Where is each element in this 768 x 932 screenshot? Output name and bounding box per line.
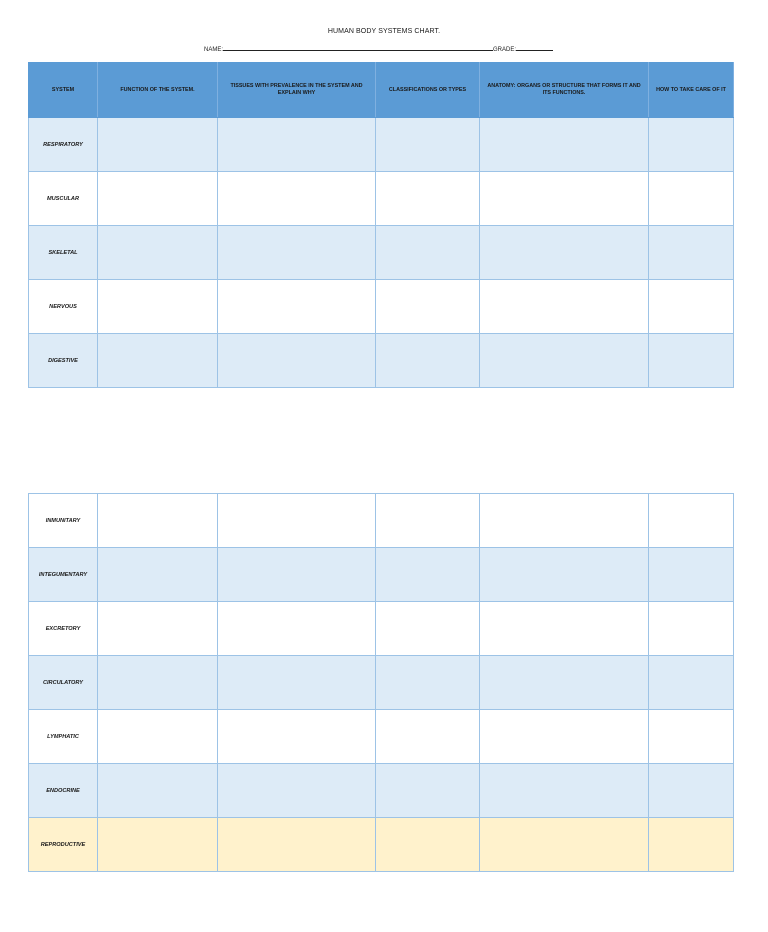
table-cell[interactable]	[98, 656, 218, 710]
table-cell[interactable]	[376, 118, 480, 172]
table-row	[29, 226, 734, 280]
table-cell[interactable]	[218, 818, 376, 872]
table-cell[interactable]	[376, 764, 480, 818]
table-row	[29, 818, 734, 872]
table-cell[interactable]	[218, 548, 376, 602]
table-cell[interactable]	[376, 656, 480, 710]
table-cell[interactable]	[376, 548, 480, 602]
table-cell[interactable]	[376, 172, 480, 226]
table-cell[interactable]	[98, 548, 218, 602]
name-label: NAME:	[204, 47, 224, 53]
table-cell[interactable]	[218, 494, 376, 548]
table-cell[interactable]	[376, 226, 480, 280]
table-cell[interactable]	[480, 602, 649, 656]
table-cell[interactable]	[98, 764, 218, 818]
table-cell[interactable]	[218, 764, 376, 818]
table-row	[29, 764, 734, 818]
table-cell[interactable]	[376, 334, 480, 388]
table-cell[interactable]	[649, 656, 734, 710]
table-row	[29, 602, 734, 656]
systems-chart-table-top	[28, 62, 734, 388]
table-cell[interactable]	[649, 548, 734, 602]
table-cell[interactable]	[649, 764, 734, 818]
table-cell[interactable]	[218, 280, 376, 334]
header-tissues: TISSUES WITH PREVALENCE IN THE SYSTEM AND EXPLAIN WHY	[218, 63, 376, 118]
table-cell[interactable]	[98, 280, 218, 334]
table-cell[interactable]	[480, 710, 649, 764]
table-cell[interactable]	[98, 818, 218, 872]
table-cell[interactable]	[376, 280, 480, 334]
table-cell[interactable]	[376, 494, 480, 548]
table-cell[interactable]	[376, 710, 480, 764]
table-cell[interactable]	[649, 602, 734, 656]
table-cell[interactable]	[480, 226, 649, 280]
grade-blank-field[interactable]	[516, 44, 553, 51]
table-cell[interactable]	[218, 226, 376, 280]
table-cell[interactable]	[98, 172, 218, 226]
system-name-endocrine: ENDOCRINE	[29, 764, 98, 818]
header-system: SYSTEM	[29, 63, 98, 118]
system-name-reproductive: REPRODUCTIVE	[29, 818, 98, 872]
table-cell[interactable]	[98, 602, 218, 656]
system-name-respiratory: RESPIRATORY	[29, 118, 98, 172]
table-row	[29, 710, 734, 764]
table-cell[interactable]	[649, 280, 734, 334]
table-cell[interactable]	[480, 548, 649, 602]
table-cell[interactable]	[218, 118, 376, 172]
table-cell[interactable]	[649, 494, 734, 548]
system-name-nervous: NERVOUS	[29, 280, 98, 334]
table-row	[29, 118, 734, 172]
table-row	[29, 548, 734, 602]
table-cell[interactable]	[98, 710, 218, 764]
system-name-lymphatic: LYMPHATIC	[29, 710, 98, 764]
table-header-row	[29, 63, 734, 118]
table-cell[interactable]	[649, 334, 734, 388]
table-cell[interactable]	[649, 226, 734, 280]
table-cell[interactable]	[218, 602, 376, 656]
system-name-digestive: DIGESTIVE	[29, 334, 98, 388]
header-classifications: CLASSIFICATIONS OR TYPES	[376, 63, 480, 118]
table-cell[interactable]	[649, 710, 734, 764]
table-cell[interactable]	[98, 494, 218, 548]
table-cell[interactable]	[218, 656, 376, 710]
table-cell[interactable]	[98, 226, 218, 280]
table-row	[29, 494, 734, 548]
table-cell[interactable]	[98, 118, 218, 172]
table-cell[interactable]	[376, 602, 480, 656]
table-cell[interactable]	[480, 494, 649, 548]
table-row	[29, 280, 734, 334]
system-name-circulatory: CIRCULATORY	[29, 656, 98, 710]
table-cell[interactable]	[480, 764, 649, 818]
name-grade-line	[204, 44, 553, 53]
table-cell[interactable]	[376, 818, 480, 872]
table-cell[interactable]	[218, 172, 376, 226]
table-cell[interactable]	[98, 334, 218, 388]
header-anatomy: ANATOMY: ORGANS OR STRUCTURE THAT FORMS IT AND ITS FUNCTIONS.	[480, 63, 649, 118]
system-name-excretory: EXCRETORY	[29, 602, 98, 656]
table-row	[29, 334, 734, 388]
system-name-skeletal: SKELETAL	[29, 226, 98, 280]
system-name-muscular: MUSCULAR	[29, 172, 98, 226]
table-cell[interactable]	[480, 334, 649, 388]
table-cell[interactable]	[480, 280, 649, 334]
table-cell[interactable]	[649, 172, 734, 226]
table-row	[29, 172, 734, 226]
table-cell[interactable]	[649, 818, 734, 872]
name-blank-field[interactable]	[223, 44, 493, 51]
table-cell[interactable]	[218, 334, 376, 388]
grade-label: GRADE:	[493, 47, 517, 53]
systems-chart-table-bottom	[28, 493, 734, 872]
document-title: HUMAN BODY SYSTEMS CHART.	[327, 28, 441, 35]
table-cell[interactable]	[480, 656, 649, 710]
table-cell[interactable]	[480, 118, 649, 172]
table-cell[interactable]	[218, 710, 376, 764]
system-name-inmunitary: INMUNITARY	[29, 494, 98, 548]
table-cell[interactable]	[480, 172, 649, 226]
header-function: FUNCTION OF THE SYSTEM.	[98, 63, 218, 118]
header-care: HOW TO TAKE CARE OF IT	[649, 63, 734, 118]
system-name-integumentary: INTEGUMENTARY	[29, 548, 98, 602]
table-row	[29, 656, 734, 710]
table-cell[interactable]	[649, 118, 734, 172]
table-cell[interactable]	[480, 818, 649, 872]
